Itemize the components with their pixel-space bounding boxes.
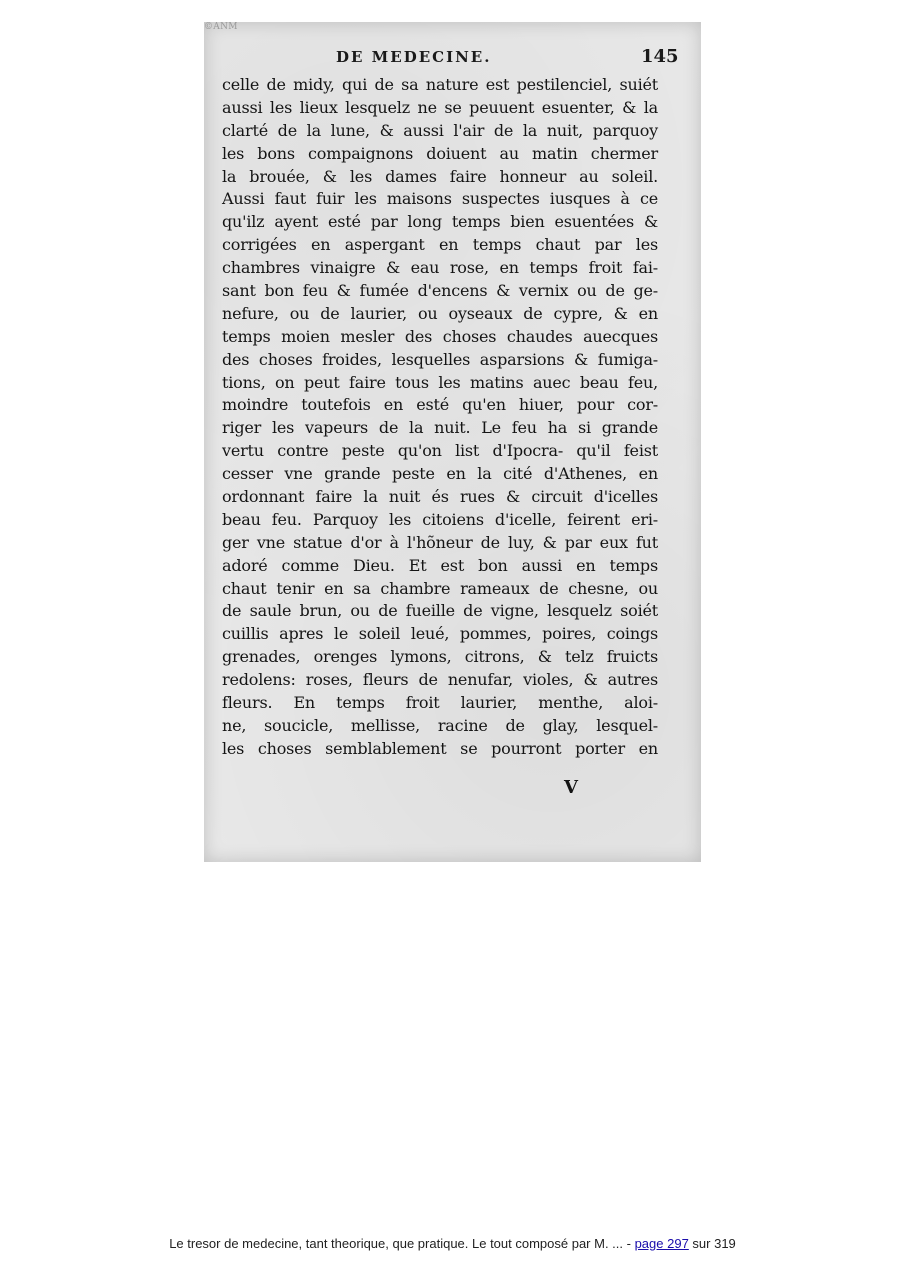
page-text [222,74,658,761]
text-line: adoré comme Dieu. Et est bon aussi en temps [222,555,658,575]
document-caption [0,1236,905,1251]
text-line: beau feu. Parquoy les citoiens d'icelle, feirent eri- [222,509,658,529]
text-line: Aussi faut fuir les maisons suspectes iusques à ce [222,189,658,209]
text-line: sant bon feu & fumée d'encens & vernix ou de ge- [222,281,658,301]
page-number: 145 [641,46,679,67]
text-line: ger vne statue d'or à l'hõneur de luy, & par eux fut [222,532,658,552]
text-line: redolens: roses, fleurs de nenufar, violes, & autres [222,670,658,690]
caption-total: sur 319 [688,1236,736,1251]
text-line: chaut tenir en sa chambre rameaux de chesne, ou [222,578,658,598]
text-line: aussi les lieux lesquelz ne se peuuent esuenter, & la [222,97,658,117]
text-line: vertu contre peste qu'on list d'Ipocra- qu'il feist [222,441,658,461]
text-line: fleurs. En temps froit laurier, menthe, aloi- [222,693,658,713]
text-line: temps moien mesler des choses chaudes auecques [222,326,658,346]
text-line: clarté de la lune, & aussi l'air de la nuit, parquoy [222,120,658,140]
scanned-page [204,22,701,862]
text-line: des choses froides, lesquelles asparsions & fumiga- [222,349,658,369]
text-line: cuillis apres le soleil leué, pommes, poires, coings [222,624,658,644]
text-line: ordonnant faire la nuit és rues & circuit d'icelles [222,487,658,507]
text-line: la brouée, & les dames faire honneur au soleil. [222,166,658,186]
text-line: celle de midy, qui de sa nature est pestilenciel, suiét [222,75,658,94]
running-head: DE MEDECINE. [336,48,492,66]
text-line: nefure, ou de laurier, ou oyseaux de cypre, & en [222,303,658,323]
text-line: les choses semblablement se pourront porter en [222,738,658,758]
signature-mark: V [564,777,578,798]
page-link[interactable]: page 297 [634,1236,689,1251]
text-line: grenades, orenges lymons, citrons, & telz fruicts [222,647,658,667]
text-line: tions, on peut faire tous les matins auec beau feu, [222,372,658,392]
text-line: cesser vne grande peste en la cité d'Athenes, en [222,464,658,484]
text-line: qu'ilz ayent esté par long temps bien esuentées & [222,212,658,232]
caption-title: Le tresor de medecine, tant theorique, que pratique. Le tout composé par M. ... - [169,1236,635,1251]
watermark: ©ANM [204,22,238,32]
text-line: moindre toutefois en esté qu'en hiuer, pour cor- [222,395,658,415]
text-line: riger les vapeurs de la nuit. Le feu ha si grande [222,418,658,438]
text-line: les bons compaignons doiuent au matin chermer [222,143,658,163]
text-line: de saule brun, ou de fueille de vigne, lesquelz soiét [222,601,658,621]
text-line: ne, soucicle, mellisse, racine de glay, lesquel- [222,715,658,735]
text-line: corrigées en aspergant en temps chaut par les [222,235,658,255]
text-line: chambres vinaigre & eau rose, en temps froit fai- [222,258,658,278]
